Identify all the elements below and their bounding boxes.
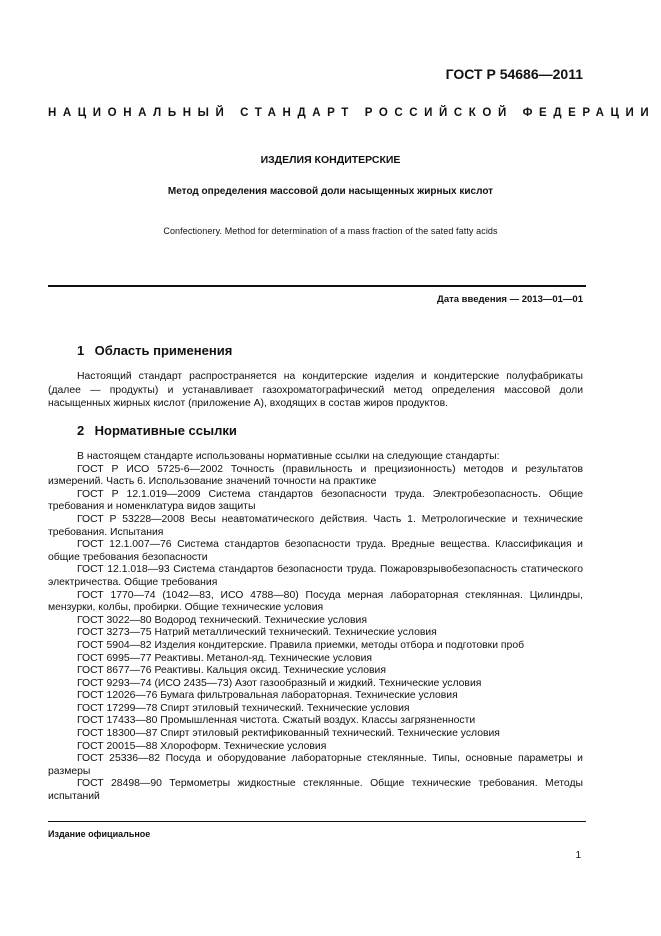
document-number: ГОСТ Р 54686—2011 bbox=[445, 66, 583, 82]
section-2-heading bbox=[77, 423, 237, 438]
reference-item: ГОСТ 6995—77 Реактивы. Метанол-яд. Технические условия bbox=[77, 652, 373, 664]
reference-item: ГОСТ 12.1.018—93 Система стандартов безопасности труда. Пожаровзрывобезопасность статического электричества. Общие требования bbox=[48, 564, 583, 588]
section-1-title: Область применения bbox=[94, 343, 233, 358]
reference-item: ГОСТ 3022—80 Водород технический. Технические условия bbox=[77, 614, 367, 626]
national-standard-banner bbox=[48, 107, 656, 119]
reference-item: ГОСТ 9293—74 (ИСО 2435—73) Азот газообразный и жидкий. Технические условия bbox=[77, 677, 482, 689]
reference-item: ГОСТ Р ИСО 5725-6—2002 Точность (правильность и прецизионность) методов и результатов измерений. Часть 6. Использование значений точности на практике bbox=[48, 463, 583, 488]
introduction-date: Дата введения — 2013—01—01 bbox=[437, 294, 583, 305]
header-divider bbox=[48, 285, 586, 287]
official-edition-label: Издание официальное bbox=[48, 829, 151, 839]
reference-item: ГОСТ 12.1.007—76 Система стандартов безопасности труда. Вредные вещества. Классификация и общие требования безопасности bbox=[48, 539, 583, 563]
page-number: 1 bbox=[575, 850, 581, 861]
reference-item: ГОСТ 28498—90 Термометры жидкостные стеклянные. Общие технические требования. Методы испытаний bbox=[48, 778, 583, 803]
reference-item: ГОСТ 17299—78 Спирт этиловый технический. Технические условия bbox=[77, 702, 410, 714]
reference-item: ГОСТ Р 53228—2008 Весы неавтоматического действия. Часть 1. Метрологические и технические требования. Испытания bbox=[48, 513, 583, 538]
reference-item: ГОСТ 1770—74 (1042—83, ИСО 4788—80) Посуда мерная лабораторная стеклянная. Цилиндры, мензурки, колбы, пробирки. Общие технические условия bbox=[48, 589, 583, 614]
normative-references-list bbox=[48, 451, 583, 804]
reference-item: ГОСТ 25336—82 Посуда и оборудование лабораторные стеклянные. Типы, основные параметры и размеры bbox=[48, 753, 583, 777]
section-1-body bbox=[48, 370, 583, 411]
references-intro: В настоящем стандарте использованы нормативные ссылки на следующие стандарты: bbox=[77, 451, 500, 462]
english-title: Confectionery. Method for determination of a mass fraction of the sated fatty acids bbox=[163, 226, 498, 236]
section-1-heading bbox=[77, 343, 232, 358]
reference-item: ГОСТ 17433—80 Промышленная чистота. Сжатый воздух. Классы загрязненности bbox=[77, 715, 476, 727]
reference-item: ГОСТ 5904—82 Изделия кондитерские. Правила приемки, методы отбора и подготовки проб bbox=[77, 639, 525, 651]
section-1-paragraph: Настоящий стандарт распространяется на кондитерские изделия и кондитерские полуфабрикаты (далее — продукты) и устанавливает газохроматографический метод определения массовой доли насыщенных жирных кислот (приложение А), входящих в состав жиров продуктов. bbox=[48, 371, 583, 409]
reference-item: ГОСТ 18300—87 Спирт этиловый ректификованный технический. Технические условия bbox=[77, 728, 500, 740]
document-subtitle: Метод определения массовой доли насыщенных жирных кислот bbox=[167, 186, 494, 197]
reference-item: ГОСТ 12026—76 Бумага фильтровальная лабораторная. Технические условия bbox=[77, 690, 458, 702]
section-2-number: 2 bbox=[77, 423, 85, 438]
reference-item: ГОСТ 20015—88 Хлороформ. Технические условия bbox=[77, 740, 327, 752]
reference-item: ГОСТ Р 12.1.019—2009 Система стандартов безопасности труда. Электробезопасность. Общие требования и номенклатура видов защиты bbox=[48, 488, 583, 513]
document-title: ИЗДЕЛИЯ КОНДИТЕРСКИЕ bbox=[260, 154, 401, 166]
section-2-title: Нормативные ссылки bbox=[94, 423, 237, 438]
national-standard-text: НАЦИОНАЛЬНЫЙ СТАНДАРТ РОССИЙСКОЙ ФЕДЕРАЦИИ bbox=[48, 107, 656, 119]
reference-item: ГОСТ 3273—75 Натрий металлический технический. Технические условия bbox=[77, 627, 437, 639]
section-1-number: 1 bbox=[77, 343, 85, 358]
reference-item: ГОСТ 8677—76 Реактивы. Кальция оксид. Технические условия bbox=[77, 665, 386, 677]
footer-divider bbox=[48, 821, 586, 822]
